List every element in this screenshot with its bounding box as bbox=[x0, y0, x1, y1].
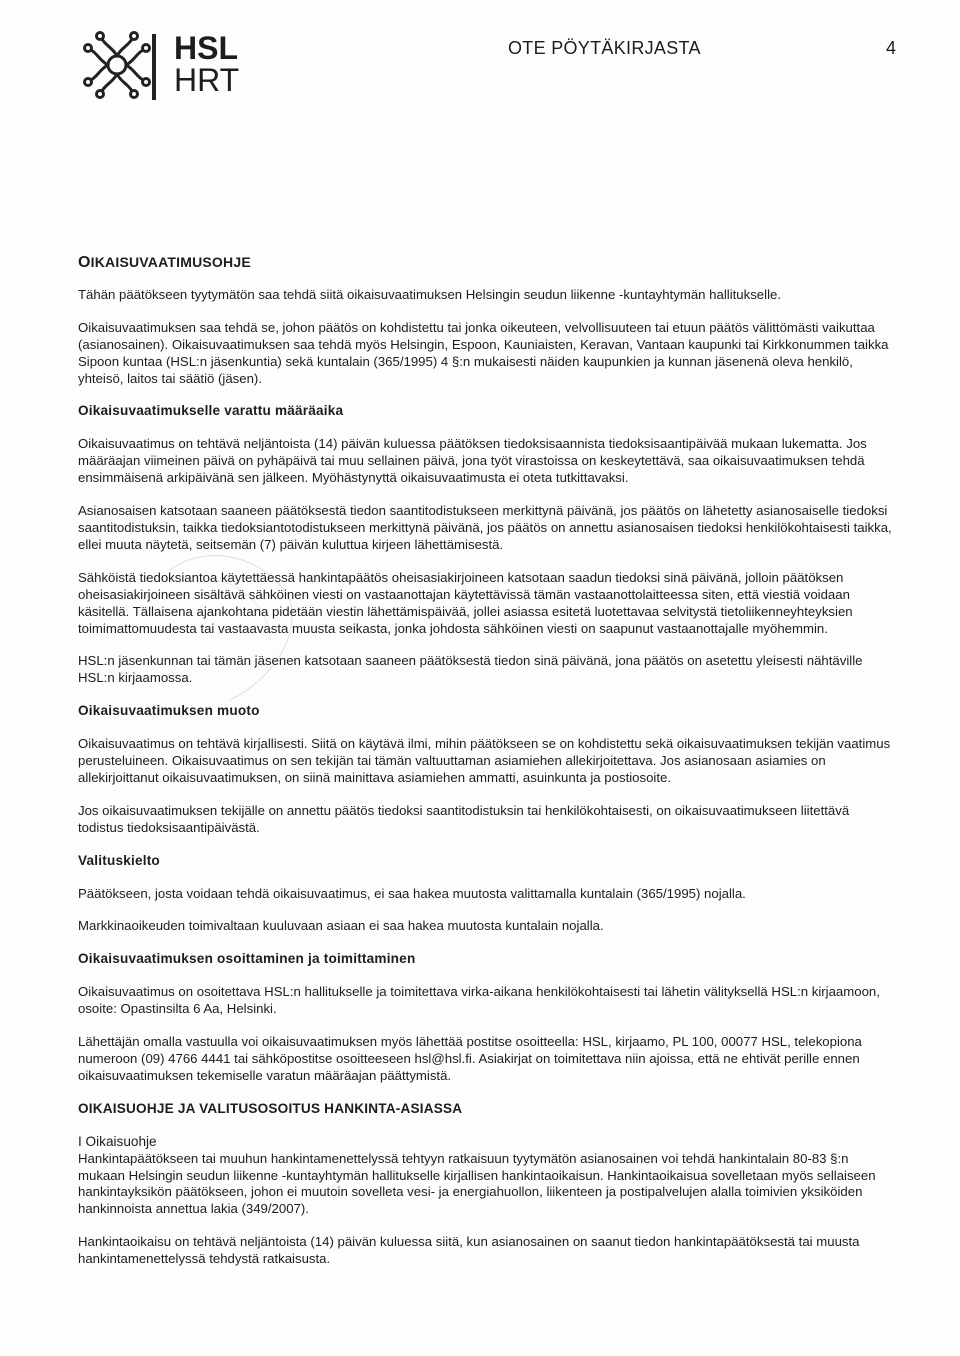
subsection-heading-correction: I Oikaisuohje bbox=[78, 1133, 157, 1149]
section-heading-procurement: OIKAISUOHJE JA VALITUSOSOITUS HANKINTA-ASIASSA bbox=[78, 1100, 463, 1116]
section-heading-deadline: Oikaisuvaatimukselle varattu määräaika bbox=[78, 403, 344, 419]
logo-hrt-text: HRT bbox=[174, 62, 240, 98]
hsl-emblem-icon bbox=[82, 30, 152, 100]
paragraph: Hankintaoikaisu on tehtävä neljäntoista (14) päivän kuluessa siitä, kun asianosainen on saanut tiedon hankintapäätöksestä tai muusta hankintamenettelyssä tehdystä ratkaisusta. bbox=[78, 1234, 860, 1267]
paragraph: Jos oikaisuvaatimuksen tekijälle on annettu päätös tiedoksi saantitodistuksin tai henkilökohtaisesti, on oikaisuvaatimukseen liitettävä todistus tiedoksisaantipäivästä. bbox=[78, 802, 850, 835]
paragraph: Asianosaisen katsotaan saaneen päätöksestä tiedon saantitodistukseen merkittynä päivänä, jos päätös on lähetetty asianosaiselle tiedoksi saantitodistuksin, taikka tiedoksiantotodistukseen merkittynä päivänä, jos päätös on annettu asianosaisen tiedoksi henkilökohtaisesti taikka, ellei muuta näytetä, seitsemän (7) päivän kuluttua kirjeen lähettämisestä. bbox=[78, 503, 892, 552]
paragraph: Tähän päätökseen tyytymätön saa tehdä siitä oikaisuvaatimuksen Helsingin seudun liikenne -kuntayhtymän hallitukselle. bbox=[78, 286, 782, 302]
document-body bbox=[78, 254, 898, 1284]
section-heading-form: Oikaisuvaatimuksen muoto bbox=[78, 703, 260, 719]
main-heading-rest: IKAISUVAATIMUSOHJE bbox=[90, 254, 251, 270]
main-heading-initial: O bbox=[78, 254, 91, 271]
hsl-logo bbox=[82, 30, 242, 100]
document-title: OTE PÖYTÄKIRJASTA bbox=[508, 38, 701, 58]
paragraph: Oikaisuvaatimuksen saa tehdä se, johon päätös on kohdistettu tai jonka oikeuteen, velvollisuuteen tai etuun päätös välittömästi vaikuttaa (asianosainen). Oikaisuvaatimuksen saa tehdä myös Helsingin, Espoon, Kauniaisten, Keravan, Vantaan kaupunki tai Kirkkonummen taikka Sipoon kuntaa (HSL:n jäsenkuntia) sekä kuntalain (365/1995) 4 §:n mukaisesti näiden kaupunkien ja kunnan jäsenenä oleva henkilö, yhteisö, laitos tai säätiö (jäsen). bbox=[78, 319, 889, 386]
paragraph: Oikaisuvaatimus on tehtävä neljäntoista (14) päivän kuluessa päätöksen tiedoksisaannista tiedoksisaantipäivää mukaan lukematta. Jos määräajan viimeinen päivä on pyhäpäivä tai muu sellainen päivä, jona työt virastoissa on keskeytettävä, saa oikaisuvaatimuksen tehdä ensimmäisenä arkipäivänä sen jälkeen. Myöhästynyttä oikaisuvaatimusta ei oteta tutkittavaksi. bbox=[78, 436, 867, 486]
logo-hsl-text: HSL bbox=[174, 30, 238, 66]
paragraph: Hankintapäätökseen tai muuhun hankintamenettelyssä tehtyyn ratkaisuun tyytymätön asianosainen voi tehdä hankintalain 80-83 §:n mukaan Helsingin seudun liikenne -kuntayhtymän hallitukselle kirjallisen hankintaoikaisun. Hankintaoikaisua sovelletaan myös sellaiseen hankintayksikön päätökseen, johon ei muutoin sovelleta vesi- ja energiahuollon, liikenteen ja postipalvelujen alalla toimivien yksiköiden hankinnoista annettua lakia (349/2007). bbox=[78, 1150, 876, 1217]
paragraph: Lähettäjän omalla vastuulla voi oikaisuvaatimuksen myös lähettää postitse osoitteella: HSL, kirjaamo, PL 100, 00077 HSL, telekopiona numeroon (09) 4766 4441 tai sähköpostitse osoitteeseen hsl@hsl.fi. Asiakirjat on toimitettava niin ajoissa, että ne ehtivät perille ennen oikaisuvaatimuksen tekemiselle varatun määräajan päättymistä. bbox=[78, 1034, 862, 1083]
paragraph: Oikaisuvaatimus on osoitettava HSL:n hallitukselle ja toimitettava virka-aikana henkilökohtaisesti tai lähetin välityksellä HSL:n kirjaamoon, osoite: Opastinsilta 6 Aa, Helsinki. bbox=[78, 984, 880, 1017]
section-heading-appeal-ban: Valituskielto bbox=[78, 852, 160, 868]
paragraph: HSL:n jäsenkunnan tai tämän jäsenen katsotaan saaneen päätöksestä tiedon sinä päivänä, jona päätös on asetettu yleisesti nähtäville HSL:n kirjaamossa. bbox=[78, 653, 863, 686]
paragraph: Oikaisuvaatimus on tehtävä kirjallisesti. Siitä on käytävä ilmi, mihin päätökseen se on kohdistettu sekä oikaisuvaatimuksen tekijän vaatimus perusteluineen. Oikaisuvaatimus on sen tekijän tai tämän valtuuttaman asiamiehen allekirjoitettava. Jos asianosaan asiamies on allekirjoittanut oikaisuvaatimuksen, on siinä mainittava asiamiehen ammatti, asuinkunta ja postiosoite. bbox=[78, 736, 891, 785]
page-number: 4 bbox=[886, 38, 897, 58]
paragraph: Markkinaoikeuden toimivaltaan kuuluvaan asiaan ei saa hakea muutosta kuntalain nojalla. bbox=[78, 918, 604, 934]
section-heading-addressing: Oikaisuvaatimuksen osoittaminen ja toimittaminen bbox=[78, 951, 416, 967]
paragraph: Sähköistä tiedoksiantoa käytettäessä hankintapäätös oheisasiakirjoineen katsotaan saadun tiedoksi sinä päivänä, jolloin päätöksen oheisasiakirjoineen sisältävä sähköinen viesti on vastaanottajan käytettävissä tämän vastaanottolaitteessa siten, että viestiä voidaan käsitellä. Tällaisena ajankohtana pidetään viestin lähettämispäivää, jollei asiassa esitetä luotettavaa selvitystä tietoliikenneyhteyksien toimimattomuudesta tai vastaavasta muusta seikasta, jonka johdosta sähköinen viesti on saapunut vastaanottajalle myöhemmin. bbox=[78, 569, 853, 636]
paragraph: Päätökseen, josta voidaan tehdä oikaisuvaatimus, ei saa hakea muutosta valittamalla kuntalain (365/1995) nojalla. bbox=[78, 885, 746, 901]
main-heading bbox=[78, 254, 898, 272]
